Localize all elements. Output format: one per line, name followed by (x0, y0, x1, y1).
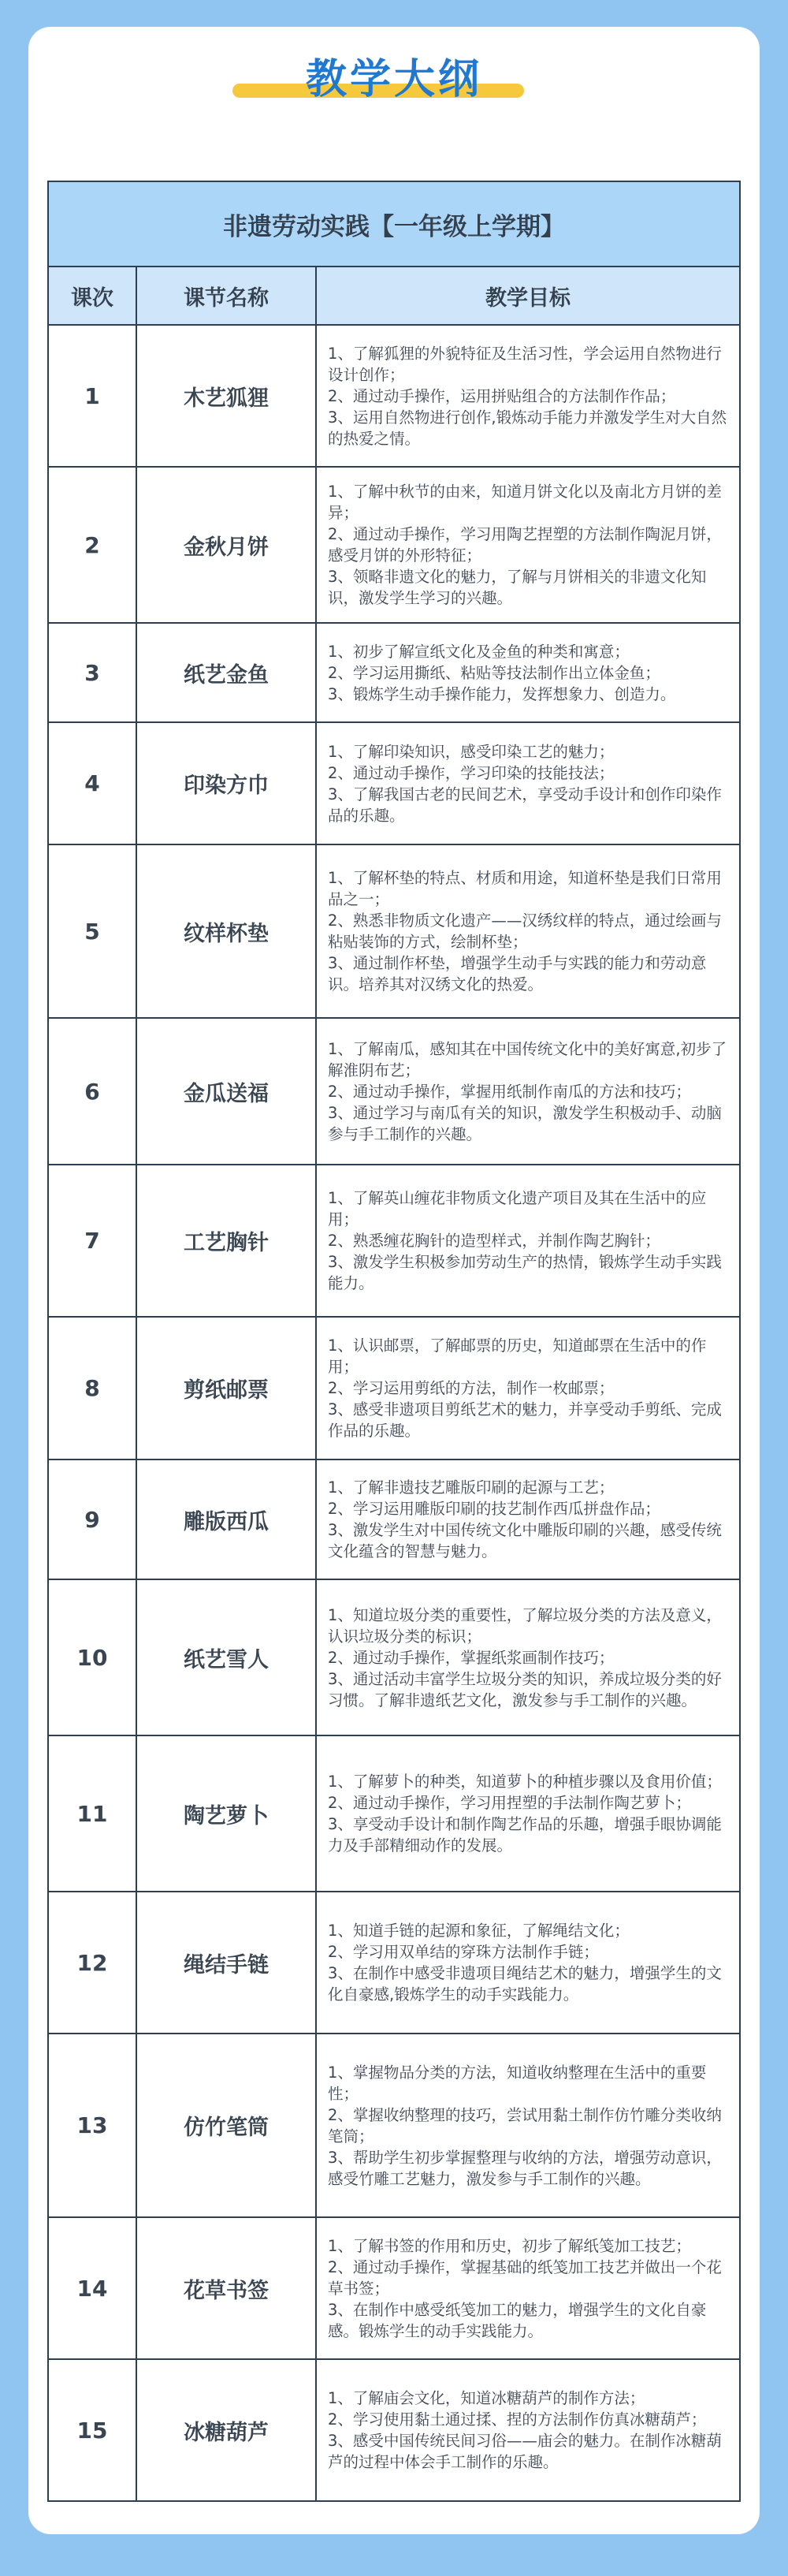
lesson-name: 花草书签 (136, 2217, 316, 2359)
header-goals: 教学目标 (316, 267, 740, 325)
lesson-goals (316, 844, 740, 1018)
table-row (48, 1018, 740, 1165)
lesson-name: 纸艺金鱼 (136, 623, 316, 722)
goal-item: 1、了解书签的作用和历史，初步了解纸笺加工技艺； (328, 2236, 691, 2255)
table-row (48, 1892, 740, 2034)
goal-item: 2、熟悉缠花胸针的造型样式，并制作陶艺胸针； (328, 1232, 660, 1250)
table-row (48, 1579, 740, 1735)
goal-item: 2、通过动手操作，运用拼贴组合的方法制作作品； (328, 386, 676, 405)
goal-item: 2、通过动手操作，学习用捏塑的手法制作陶艺萝卜； (328, 1794, 691, 1812)
table-row (48, 844, 740, 1018)
lesson-name: 陶艺萝卜 (136, 1735, 316, 1892)
goal-item: 1、了解狐狸的外貌特征及生活习性，学会运用自然物进行设计创作； (328, 344, 722, 384)
lesson-goals (316, 467, 740, 623)
lesson-goals (316, 2034, 740, 2217)
goal-item: 1、了解杯垫的特点、材质和用途，知道杯垫是我们日常用品之一； (328, 869, 722, 908)
goal-item: 1、了解印染知识，感受印染工艺的魅力； (328, 742, 615, 761)
goal-item: 2、掌握收纳整理的技巧，尝试用黏土制作仿竹雕分类收纳笔筒； (328, 2105, 722, 2145)
goal-item: 2、学习运用剪纸的方法，制作一枚邮票； (328, 1379, 615, 1397)
lesson-goals (316, 1459, 740, 1579)
lesson-goals (316, 1165, 740, 1317)
table-row (48, 2034, 740, 2217)
goal-item: 3、在制作中感受纸笺加工的魅力，增强学生的文化自豪感。锻炼学生的动手实践能力。 (328, 2300, 707, 2340)
goal-item: 1、知道垃圾分类的重要性，了解垃圾分类的方法及意义，认识垃圾分类的标识； (328, 1605, 722, 1646)
header-name: 课节名称 (136, 267, 316, 325)
lesson-goals (316, 325, 740, 467)
lesson-name: 工艺胸针 (136, 1165, 316, 1317)
goal-item: 1、掌握物品分类的方法，知道收纳整理在生活中的重要性； (328, 2063, 707, 2103)
table-row (48, 467, 740, 623)
header-number: 课次 (48, 267, 136, 325)
goal-item: 3、感受非遗项目剪纸艺术的魅力，并享受动手剪纸、完成作品的乐趣。 (328, 1400, 722, 1440)
lesson-number: 9 (48, 1459, 136, 1579)
lesson-number: 11 (48, 1735, 136, 1892)
goal-item: 2、学习运用撕纸、粘贴等技法制作出立体金鱼； (328, 663, 660, 682)
lesson-number: 1 (48, 325, 136, 467)
goal-item: 1、认识邮票，了解邮票的历史，知道邮票在生活中的作用； (328, 1336, 707, 1376)
lesson-name: 剪纸邮票 (136, 1317, 316, 1459)
goal-item: 3、感受中国传统民间习俗——庙会的魅力。在制作冰糖葫芦的过程中体会手工制作的乐趣。 (328, 2432, 722, 2471)
lesson-goals (316, 2359, 740, 2501)
lesson-goals (316, 623, 740, 722)
syllabus-table (47, 181, 741, 2502)
lesson-goals (316, 1317, 740, 1459)
lesson-number: 6 (48, 1018, 136, 1165)
header-row (48, 267, 740, 325)
goal-item: 2、通过动手操作，掌握基础的纸笺加工技艺并做出一个花草书签； (328, 2257, 722, 2298)
lesson-name: 纹样杯垫 (136, 844, 316, 1018)
lesson-number: 7 (48, 1165, 136, 1317)
lesson-goals (316, 1579, 740, 1735)
goal-item: 3、领略非遗文化的魅力，了解与月饼相关的非遗文化知识，激发学生学习的兴趣。 (328, 568, 707, 607)
lesson-number: 4 (48, 722, 136, 844)
lesson-number: 12 (48, 1892, 136, 2034)
goal-item: 2、通过动手操作，学习印染的技能技法； (328, 763, 615, 782)
lesson-goals (316, 2217, 740, 2359)
goal-item: 1、了解非遗技艺雕版印刷的起源与工艺； (328, 1478, 615, 1497)
lesson-name: 雕版西瓜 (136, 1459, 316, 1579)
goal-item: 1、了解英山缠花非物质文化遗产项目及其在生活中的应用； (328, 1189, 707, 1228)
goal-item: 3、在制作中感受非遗项目绳结艺术的魅力，增强学生的文化自豪感,锻炼学生的动手实践能力。 (328, 1964, 722, 2004)
lesson-number: 8 (48, 1317, 136, 1459)
table-row (48, 2359, 740, 2501)
table-row (48, 325, 740, 467)
goal-item: 3、运用自然物进行创作,锻炼动手能力并激发学生对大自然的热爱之情。 (328, 408, 727, 448)
goal-item: 1、了解中秋节的由来，知道月饼文化以及南北方月饼的差异； (328, 483, 722, 522)
goal-item: 3、通过学习与南瓜有关的知识，激发学生积极动手、动脑参与手工制作的兴趣。 (328, 1103, 722, 1143)
table-row (48, 1165, 740, 1317)
lesson-number: 5 (48, 844, 136, 1018)
goal-item: 2、通过动手操作，掌握用纸制作南瓜的方法和技巧； (328, 1082, 691, 1101)
lesson-goals (316, 722, 740, 844)
lesson-name: 仿竹笔筒 (136, 2034, 316, 2217)
lesson-name: 金瓜送福 (136, 1018, 316, 1165)
goal-item: 3、通过制作杯垫，增强学生动手与实践的能力和劳动意识。培养其对汉绣文化的热爱。 (328, 954, 707, 993)
lesson-name: 绳结手链 (136, 1892, 316, 2034)
goal-item: 3、帮助学生初步掌握整理与收纳的方法，增强劳动意识，感受竹雕工艺魅力，激发参与手工制作的兴趣。 (328, 2148, 722, 2188)
lesson-number: 15 (48, 2359, 136, 2501)
goal-item: 2、学习运用雕版印刷的技艺制作西瓜拼盘作品； (328, 1500, 660, 1518)
table-row (48, 722, 740, 844)
goal-item: 1、了解庙会文化，知道冰糖葫芦的制作方法； (328, 2389, 645, 2407)
lesson-number: 2 (48, 467, 136, 623)
goal-item: 3、通过活动丰富学生垃圾分类的知识，养成垃圾分类的好习惯。了解非遗纸艺文化，激发参与手工制作的兴趣。 (328, 1669, 722, 1709)
table-row (48, 1459, 740, 1579)
goal-item: 1、了解南瓜，感知其在中国传统文化中的美好寓意,初步了解淮阴布艺； (328, 1039, 727, 1079)
goal-item: 2、学习使用黏土通过揉、捏的方法制作仿真冰糖葫芦； (328, 2410, 707, 2429)
title-area (0, 52, 788, 107)
goal-item: 3、锻炼学生动手操作能力，发挥想象力、创造力。 (328, 684, 676, 703)
lesson-goals (316, 1018, 740, 1165)
goal-item: 2、熟悉非物质文化遗产——汉绣纹样的特点，通过绘画与粘贴装饰的方式，绘制杯垫； (328, 911, 722, 951)
table-row (48, 1735, 740, 1892)
lesson-number: 3 (48, 623, 136, 722)
table-row (48, 623, 740, 722)
table-row (48, 2217, 740, 2359)
goal-item: 2、学习用双单结的穿珠方法制作手链； (328, 1943, 599, 1961)
table-row (48, 1317, 740, 1459)
lesson-name: 印染方巾 (136, 722, 316, 844)
lesson-name: 木艺狐狸 (136, 325, 316, 467)
goal-item: 1、了解萝卜的种类，知道萝卜的种植步骤以及食用价值； (328, 1773, 722, 1791)
lesson-number: 10 (48, 1579, 136, 1735)
lesson-number: 14 (48, 2217, 136, 2359)
lesson-goals (316, 1892, 740, 2034)
goal-item: 2、通过动手操作，学习用陶艺捏塑的方法制作陶泥月饼，感受月饼的外形特征； (328, 525, 722, 565)
table-caption: 非遗劳动实践【一年级上学期】 (48, 181, 740, 267)
lesson-name: 金秋月饼 (136, 467, 316, 623)
goal-item: 1、知道手链的起源和象征，了解绳结文化； (328, 1922, 630, 1940)
goal-item: 3、激发学生积极参加劳动生产的热情，锻炼学生动手实践能力。 (328, 1253, 722, 1292)
page-title: 教学大纲 (305, 56, 482, 103)
lesson-number: 13 (48, 2034, 136, 2217)
lesson-name: 纸艺雪人 (136, 1579, 316, 1735)
goal-item: 1、初步了解宣纸文化及金鱼的种类和寓意； (328, 642, 630, 661)
caption-row (48, 181, 740, 267)
lesson-goals (316, 1735, 740, 1892)
goal-item: 2、通过动手操作，掌握纸浆画制作技巧； (328, 1648, 615, 1667)
goal-item: 3、激发学生对中国传统文化中雕版印刷的兴趣，感受传统文化蕴含的智慧与魅力。 (328, 1521, 722, 1560)
goal-item: 3、享受动手设计和制作陶艺作品的乐趣，增强手眼协调能力及手部精细动作的发展。 (328, 1815, 722, 1855)
lesson-name: 冰糖葫芦 (136, 2359, 316, 2501)
goal-item: 3、了解我国古老的民间艺术，享受动手设计和创作印染作品的乐趣。 (328, 785, 722, 825)
